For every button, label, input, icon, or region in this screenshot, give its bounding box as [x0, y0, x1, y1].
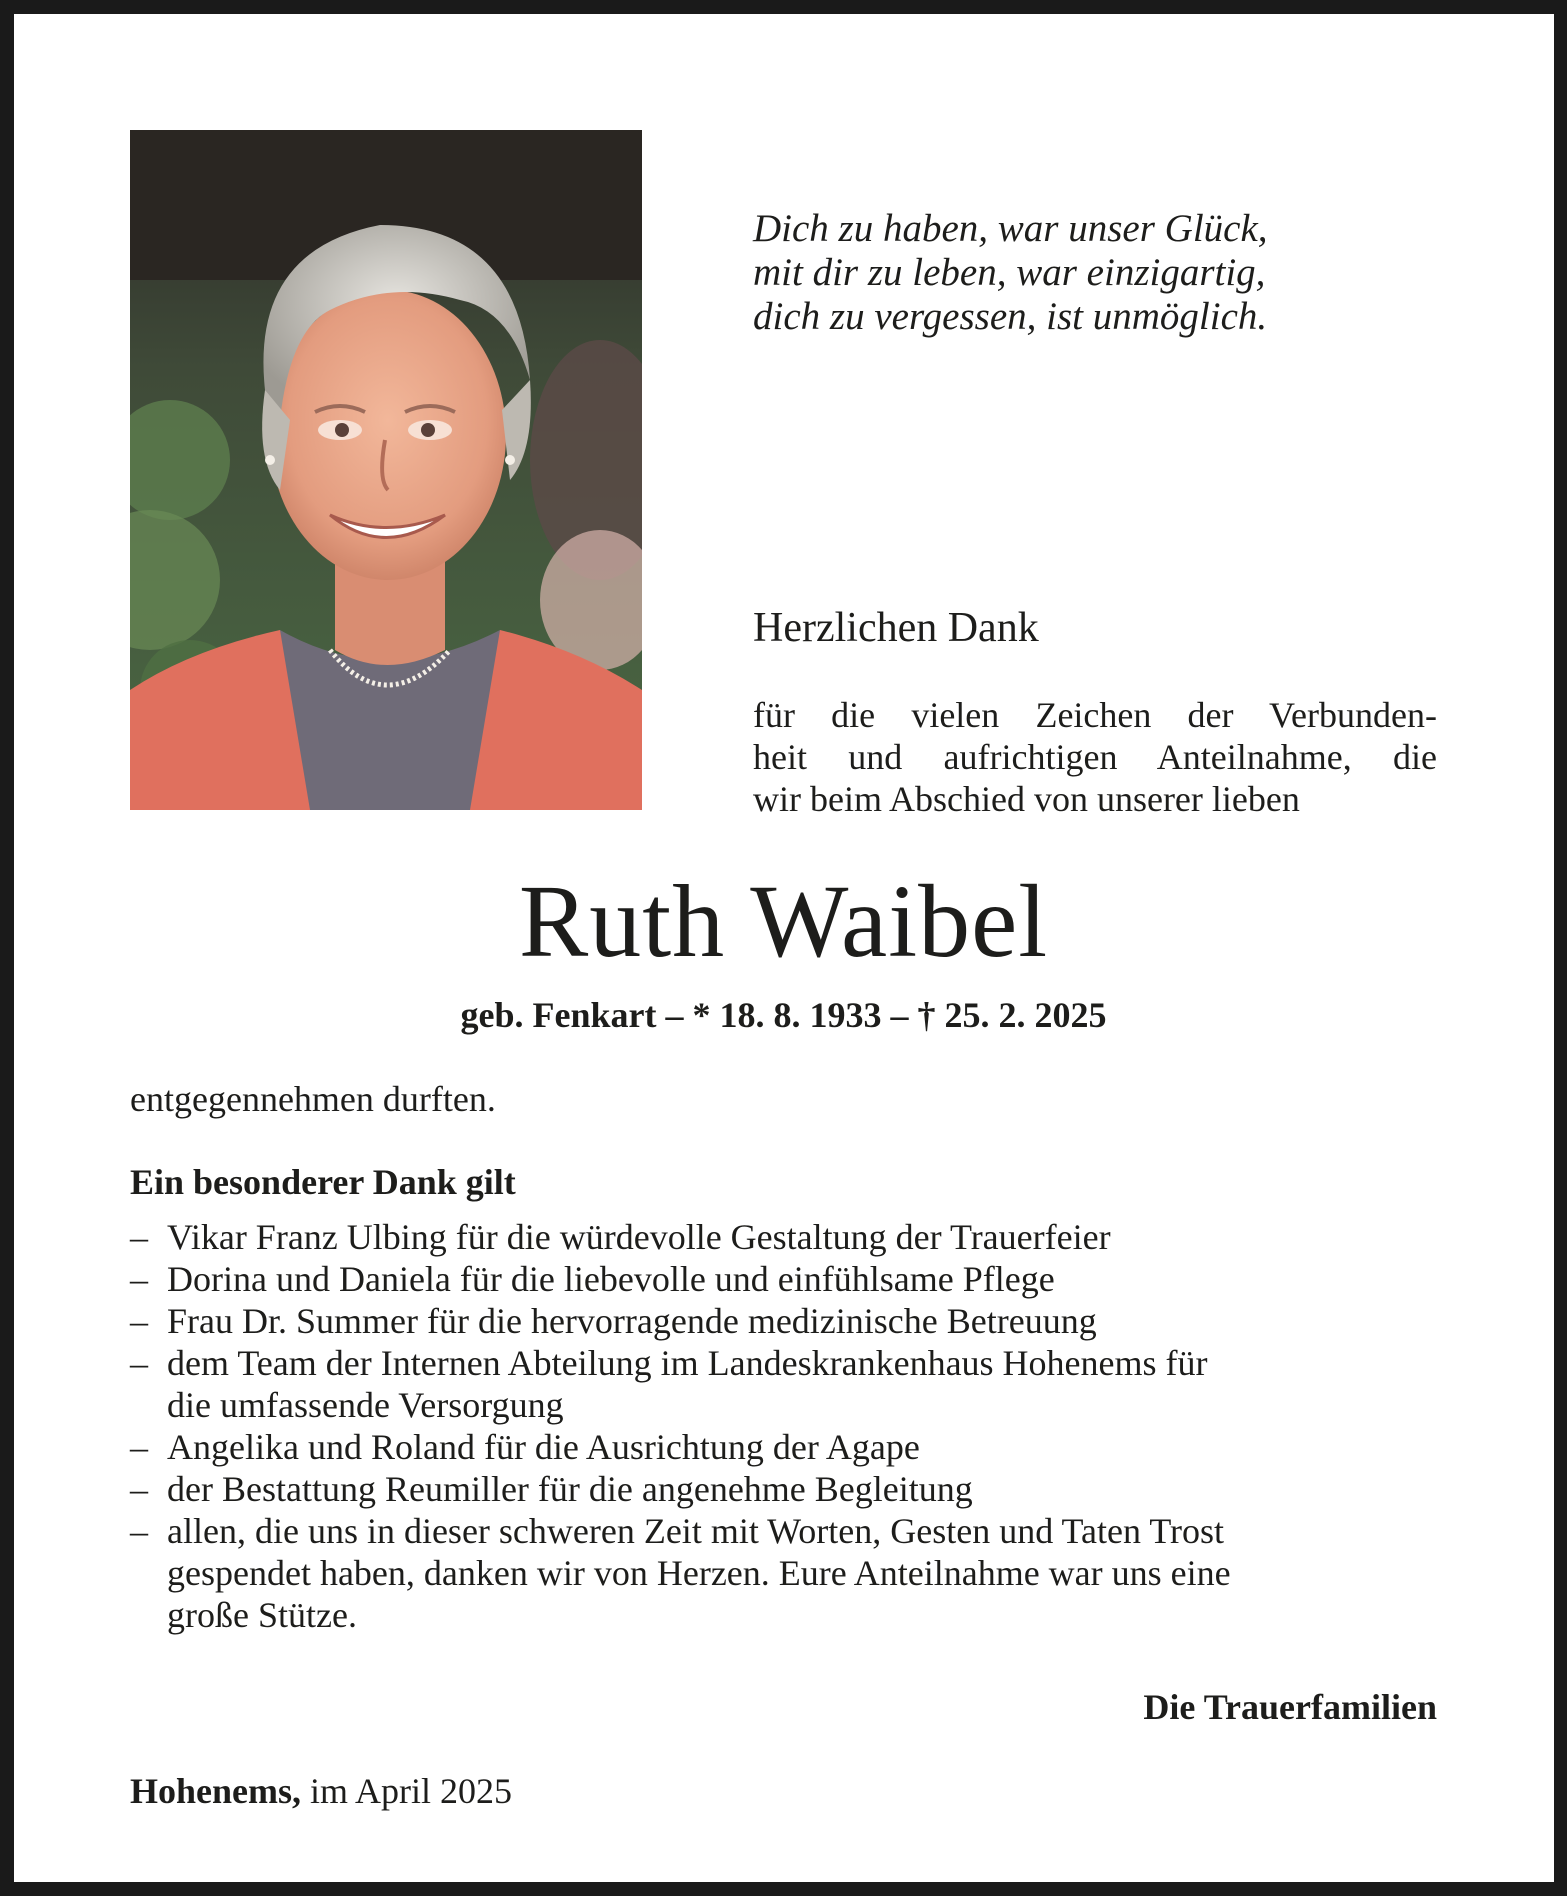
list-dash: – — [130, 1259, 148, 1299]
list-item-line: gespendet haben, danken wir von Herzen. Eure Anteilnahme war uns eine — [167, 1553, 1231, 1593]
thanks-intro-line: wir beim Abschied von unserer lieben — [753, 779, 1300, 819]
list-item-line: Frau Dr. Summer für die hervorragende medizinische Betreuung — [167, 1301, 1097, 1341]
signature: Die Trauerfamilien — [1143, 1687, 1437, 1727]
list-item-line: Vikar Franz Ulbing für die würdevolle Gestaltung der Trauerfeier — [167, 1217, 1111, 1257]
thanks-intro-text — [753, 694, 1437, 820]
portrait-illustration — [130, 130, 642, 810]
list-item — [130, 1216, 1440, 1258]
list-item-line: Angelika und Roland für die Ausrichtung der Agape — [167, 1427, 920, 1467]
list-item — [130, 1510, 1440, 1636]
deceased-name: Ruth Waibel — [518, 864, 1049, 979]
list-item — [130, 1258, 1440, 1300]
thanks-intro-line: heit und aufrichtigen Anteilnahme, die — [753, 737, 1437, 777]
special-thanks-list — [130, 1216, 1440, 1636]
continuation-text: entgegennehmen durften. — [130, 1079, 496, 1119]
list-item — [130, 1342, 1440, 1426]
list-item — [130, 1300, 1440, 1342]
portrait-photo — [130, 130, 642, 810]
memorial-poem — [753, 207, 1268, 339]
list-dash: – — [130, 1427, 148, 1467]
deceased-dates: geb. Fenkart – * 18. 8. 1933 – † 25. 2. 2025 — [460, 995, 1107, 1035]
list-item-line: der Bestattung Reumiller für die angenehme Begleitung — [167, 1469, 973, 1509]
poem-line: dich zu vergessen, ist unmöglich. — [753, 295, 1268, 338]
list-item-line: allen, die uns in dieser schweren Zeit mit Worten, Gesten und Taten Trost — [167, 1511, 1225, 1551]
place-city: Hohenems, — [130, 1771, 301, 1811]
place-and-date — [130, 1770, 512, 1812]
list-dash: – — [130, 1343, 148, 1383]
list-item — [130, 1468, 1440, 1510]
list-item — [130, 1426, 1440, 1468]
thanks-intro-line: für die vielen Zeichen der Verbunden- — [753, 695, 1437, 735]
list-dash: – — [130, 1511, 148, 1551]
poem-line: Dich zu haben, war unser Glück, — [753, 207, 1268, 250]
poem-line: mit dir zu leben, war einzigartig, — [753, 251, 1266, 294]
list-item-line: große Stütze. — [167, 1595, 357, 1635]
place-date: im April 2025 — [310, 1771, 513, 1811]
list-dash: – — [130, 1469, 148, 1509]
list-item-line: dem Team der Internen Abteilung im Landeskrankenhaus Hohenems für — [167, 1343, 1208, 1383]
thanks-title: Herzlichen Dank — [753, 605, 1039, 651]
list-dash: – — [130, 1301, 148, 1341]
special-thanks-heading: Ein besonderer Dank gilt — [130, 1162, 516, 1202]
list-dash: – — [130, 1217, 148, 1257]
list-item-line: Dorina und Daniela für die liebevolle und einfühlsame Pflege — [167, 1259, 1055, 1299]
list-item-line: die umfassende Versorgung — [167, 1385, 564, 1425]
